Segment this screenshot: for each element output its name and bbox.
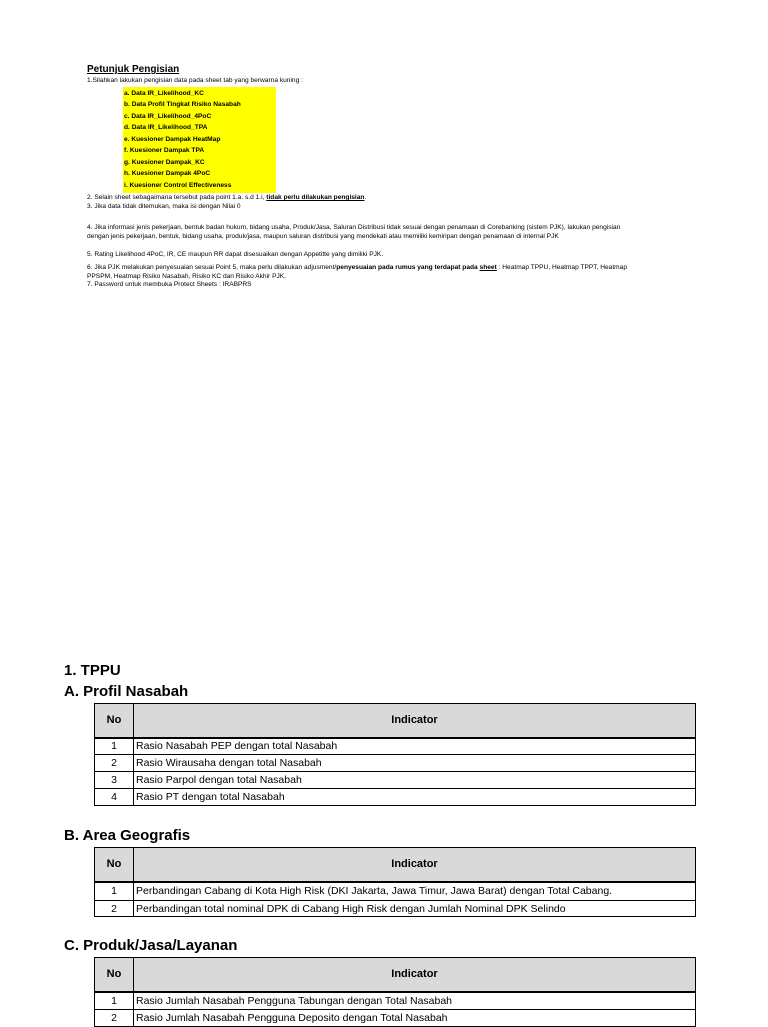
subsection-b-title: B. Area Geografis	[64, 827, 191, 844]
instruction-line-2-end: .	[364, 194, 367, 202]
column-header-indicator: Indicator	[134, 958, 696, 992]
row-number: 1	[95, 992, 134, 1010]
row-number: 2	[95, 901, 134, 917]
row-indicator: Rasio Jumlah Nasabah Pengguna Tabungan dengan Total Nasabah	[134, 992, 696, 1010]
row-indicator: Rasio Jumlah Nasabah Pengguna Deposito dengan Total Nasabah	[134, 1010, 696, 1027]
row-indicator: Rasio Wirausaha dengan total Nasabah	[134, 755, 696, 772]
row-number: 4	[95, 789, 134, 806]
table-row	[95, 901, 696, 917]
column-header-no: No	[95, 848, 134, 882]
sheet-item: e. Kuesioner Dampak HeatMap	[124, 135, 221, 143]
column-header-no: No	[95, 958, 134, 992]
instruction-line-1: 1.Silahkan lakukan pengisian data pada sheet tab yang berwarna kuning :	[87, 77, 303, 85]
yellow-sheet-list	[123, 87, 276, 194]
instruction-line-6-end: : Heatmap TPPU, Heatmap TPPT, Heatmap PPSPM, Heatmap Risiko Nasabah, Risiko KC dan Risiko Akhir PJK.	[87, 264, 627, 280]
sheet-item: d. Data IR_Likelihood_TPA	[124, 124, 208, 132]
instructions-block	[87, 66, 627, 290]
column-header-indicator: Indicator	[134, 848, 696, 882]
row-number: 2	[95, 755, 134, 772]
sheet-item: c. Data IR_Likelihood_4PoC	[124, 112, 212, 120]
instruction-line-6-emphasis: penyesuaian pada rumus yang terdapat pada	[336, 264, 480, 272]
table-row	[95, 738, 696, 755]
table-area-geografis	[94, 847, 696, 917]
instruction-line-7: 7. Password untuk membuka Protect Sheets : IRABPRS	[87, 281, 252, 289]
row-indicator: Rasio PT dengan total Nasabah	[134, 789, 696, 806]
table-row	[95, 992, 696, 1010]
sheet-item: a. Data IR_Likelihood_KC	[124, 89, 204, 97]
instruction-line-4: 4. Jika informasi jenis pekerjaan, bentuk badan hukum, bidang usaha, Produk/Jasa, Saluran Distribusi tidak sesuai dengan penamaan di Corebanking (sistem PJK), lakukan pengisian dengan jenis pekerjaan, bentuk, bidang usaha, produk/jasa, maupun saluran distribusi yang mendekati atau memiliki kemiripan dengan penamaan di internal PJK	[87, 224, 621, 240]
table-row	[95, 755, 696, 772]
row-number: 2	[95, 1010, 134, 1027]
row-number: 1	[95, 882, 134, 901]
instruction-line-2-emphasis: tidak perlu dilakukan pengisian	[266, 194, 365, 202]
row-indicator: Rasio Nasabah PEP dengan total Nasabah	[134, 738, 696, 755]
instruction-line-2	[87, 194, 627, 202]
instructions-title: Petunjuk Pengisian	[87, 64, 180, 75]
sheet-item: g. Kuesioner Dampak_KC	[124, 158, 205, 166]
sheet-item: h. Kuesioner Dampak 4PoC	[124, 170, 211, 178]
column-header-indicator: Indicator	[134, 704, 696, 738]
sheet-item: b. Data Profil Tingkat Risiko Nasabah	[124, 101, 241, 109]
section-title: 1. TPPU	[64, 662, 121, 679]
table-profil-nasabah	[94, 703, 696, 806]
subsection-a-title: A. Profil Nasabah	[64, 683, 189, 700]
instruction-line-6-sheet: sheet	[479, 264, 497, 272]
row-number: 1	[95, 738, 134, 755]
table-produk-jasa-layanan	[94, 957, 696, 1027]
subsection-c-title: C. Produk/Jasa/Layanan	[64, 937, 238, 954]
instruction-line-3: 3. Jika data tidak ditemukan, maka isi dengan Nilai 0	[87, 202, 241, 210]
row-indicator: Perbandingan Cabang di Kota High Risk (DKI Jakarta, Jawa Timur, Jawa Barat) dengan Total Cabang.	[134, 882, 696, 901]
row-indicator: Perbandingan total nominal DPK di Cabang High Risk dengan Jumlah Nominal DPK Selindo	[134, 901, 696, 917]
instruction-line-5: 5. Rating Likelihood 4PoC, IR, CE maupun RR dapat disesuaikan dengan Appetitte yang dimiliki PJK.	[87, 250, 384, 258]
table-row	[95, 772, 696, 789]
table-row	[95, 789, 696, 806]
row-indicator: Rasio Parpol dengan total Nasabah	[134, 772, 696, 789]
table-row	[95, 882, 696, 901]
sheet-item: f. Kuesioner Dampak TPA	[124, 147, 205, 155]
instruction-line-6-text: 6. Jika PJK melakukan penyesuaian sesuai Point 5, maka perlu dilakukan adjusment/	[87, 264, 337, 272]
row-number: 3	[95, 772, 134, 789]
sheet-item: i. Kuesioner Control Effectiveness	[124, 181, 232, 189]
instruction-line-2-text: 2. Selain sheet sebagaimana tersebut pada point 1.a. s.d 1.i,	[87, 194, 267, 202]
instruction-line-6	[87, 264, 627, 281]
column-header-no: No	[95, 704, 134, 738]
